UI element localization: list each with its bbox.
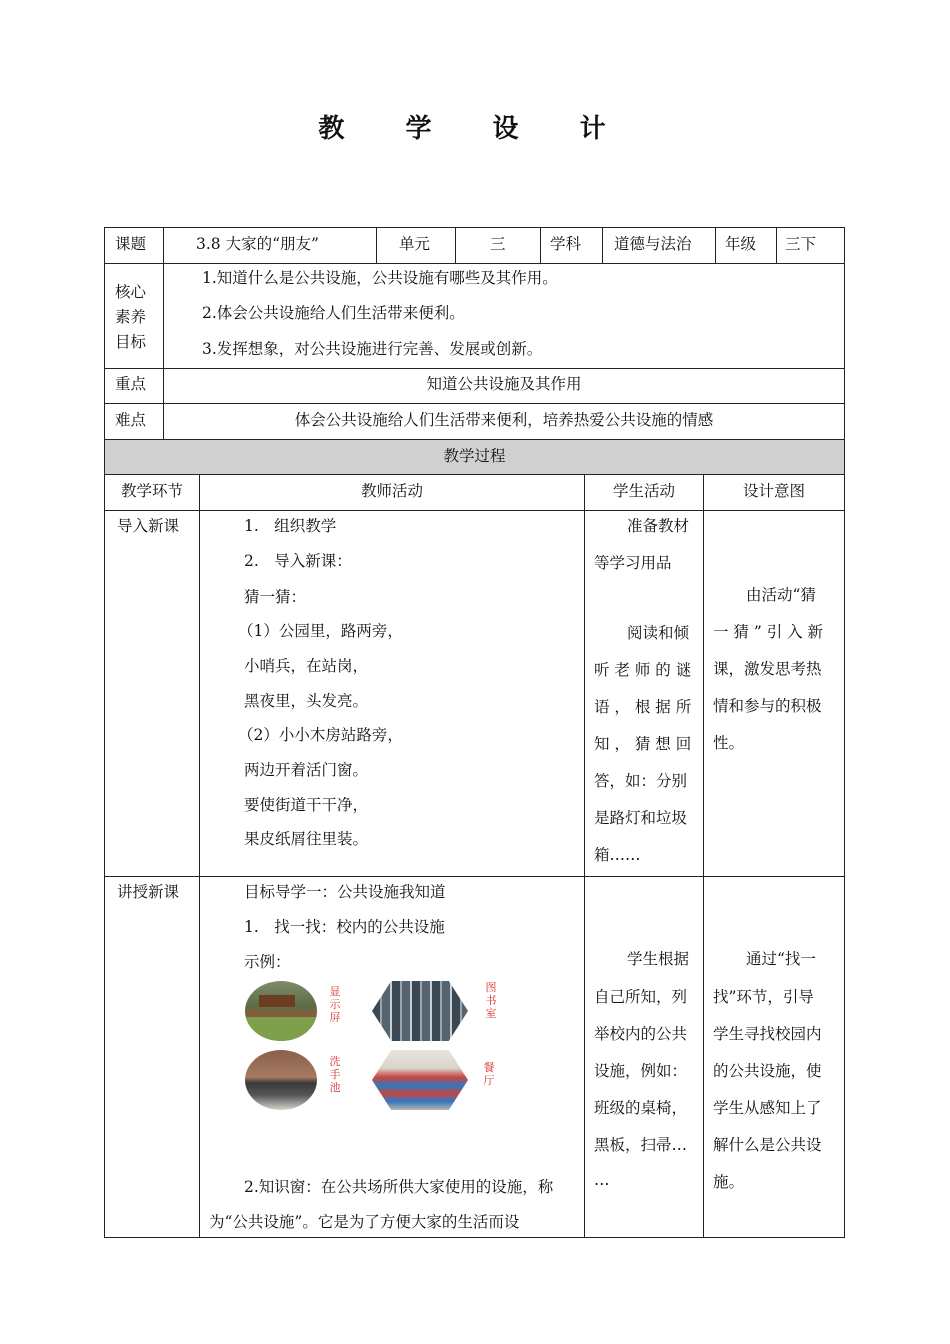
goal-item-1: 1.知道什么是公共设施，公共设施有哪些及其作用。: [202, 269, 558, 287]
row1-teacher-cell: [199, 510, 585, 877]
difficulty-label-cell: [104, 403, 164, 440]
row2-student-line: 黑板，扫帚…: [594, 1136, 688, 1154]
col-header-intent: [703, 474, 845, 511]
photo-library: [372, 981, 468, 1041]
unit-value-cell: [455, 227, 541, 264]
row1-intent-line: 情和参与的积极: [713, 697, 822, 715]
grade-value: 三下: [785, 235, 817, 253]
row1-teacher-line: 1. 组织教学: [244, 517, 337, 535]
row2-intent-cell: [703, 876, 845, 1238]
key-point-value-cell: [163, 368, 845, 404]
row2-teacher-cell: [199, 876, 585, 1238]
topic-value-cell: [163, 227, 377, 264]
goals-label-3: 目标: [115, 333, 147, 351]
col-header-stage-text: 教学环节: [120, 482, 183, 500]
page-title: 教 学 设 计: [318, 114, 632, 144]
unit-label-cell: [376, 227, 456, 264]
row1-teacher-line: 小哨兵，在站岗，: [244, 657, 369, 675]
unit-label: 单元: [399, 235, 431, 253]
row1-student-line: 语 ， 根 据 所: [594, 698, 692, 716]
row2-teacher-line: 目标导学一：公共设施我知道: [244, 883, 446, 901]
row2-teacher-line: 2.知识窗：在公共场所供大家使用的设施，称: [244, 1178, 554, 1196]
grade-value-cell: [776, 227, 845, 264]
row1-teacher-line: 2. 导入新课：: [244, 552, 352, 570]
row1-student-line: 知 ， 猜 想 回: [594, 735, 692, 753]
col-header-teacher-text: 教师活动: [360, 482, 423, 500]
row1-student-line: 是路灯和垃圾: [594, 809, 688, 827]
row2-stage: 讲授新课: [117, 883, 180, 901]
goals-content-cell: [163, 263, 845, 369]
topic-label-cell: [104, 227, 164, 264]
lesson-table: [104, 227, 845, 1238]
goal-item-2: 2.体会公共设施给人们生活带来便利。: [202, 304, 465, 322]
col-header-stage: [104, 474, 200, 511]
goals-label-2: 素养: [115, 308, 147, 326]
row2-student-line: 班级的桌椅，: [594, 1099, 688, 1117]
row2-intent-line: 的公共设施，使: [713, 1062, 822, 1080]
difficulty-label: 难点: [115, 411, 147, 429]
col-header-intent-text: 设计意图: [742, 482, 805, 500]
photo-label-library: 图书室: [485, 981, 497, 1020]
row2-teacher-line: 示例：: [244, 953, 291, 971]
row2-student-line: 自己所知，列: [594, 988, 688, 1006]
key-point-label-cell: [104, 368, 164, 404]
difficulty-value-cell: [163, 403, 845, 440]
row1-student-cell: [584, 510, 704, 877]
row1-teacher-line: 果皮纸屑往里装。: [244, 830, 369, 848]
subject-value: 道德与法治: [614, 235, 692, 253]
photo-washbasin: [245, 1050, 317, 1110]
row2-intent-line: 通过“找一: [746, 950, 816, 968]
row1-intent-line: 性。: [713, 734, 745, 752]
row1-stage-cell: [104, 510, 200, 877]
row2-student-line: 举校内的公共: [594, 1025, 688, 1043]
col-header-teacher: [199, 474, 585, 511]
col-header-student-text: 学生活动: [612, 482, 675, 500]
row2-intent-line: 施。: [713, 1173, 745, 1191]
row2-teacher-line: 为“公共设施”。它是为了方便大家的生活而设: [209, 1213, 520, 1231]
subject-label: 学科: [550, 235, 582, 253]
photo-display-screen: [245, 981, 317, 1041]
row2-student-line: 学生根据: [627, 950, 690, 968]
goals-label-cell: [104, 263, 164, 369]
row1-intent-line: 一 猜 ” 引 入 新: [713, 623, 824, 641]
row1-student-line: 准备教材: [627, 517, 690, 535]
row1-teacher-line: 要使街道干干净，: [244, 796, 369, 814]
row1-teacher-line: （1）公园里，路两旁，: [238, 622, 403, 640]
row2-teacher-line: 1. 找一找：校内的公共设施: [244, 918, 445, 936]
key-point-label: 重点: [115, 375, 147, 393]
row2-stage-cell: [104, 876, 200, 1238]
photo-label-display-screen: 显示屏: [329, 985, 341, 1024]
goals-label-1: 核心: [115, 283, 147, 301]
row2-intent-line: 找”环节，引导: [713, 988, 814, 1006]
col-header-student: [584, 474, 704, 511]
row2-student-line: 设施，例如：: [594, 1062, 688, 1080]
topic-label: 课题: [115, 235, 147, 253]
subject-value-cell: [602, 227, 716, 264]
row1-intent-line: 由活动“猜: [746, 586, 816, 604]
row2-intent-line: 解什么是公共设: [713, 1136, 822, 1154]
row1-student-line: 等学习用品: [594, 554, 672, 572]
goal-item-3: 3.发挥想象，对公共设施进行完善、发展或创新。: [202, 340, 543, 358]
row1-stage: 导入新课: [117, 517, 180, 535]
topic-value: 3.8 大家的“朋友”: [196, 235, 319, 253]
grade-label-cell: [715, 227, 777, 264]
row2-student-line: …: [594, 1171, 610, 1189]
key-point-value: 知道公共设施及其作用: [426, 375, 582, 393]
photo-label-washbasin: 洗手池: [329, 1055, 341, 1094]
row1-teacher-line: （2）小小木房站路旁，: [238, 726, 403, 744]
row2-intent-line: 学生寻找校园内: [713, 1025, 822, 1043]
photo-canteen: [372, 1050, 468, 1110]
row1-student-line: 阅读和倾: [627, 624, 690, 642]
row1-student-line: 听 老 师 的 谜: [594, 661, 692, 679]
row1-intent-cell: [703, 510, 845, 877]
difficulty-value: 体会公共设施给人们生活带来便利，培养热爱公共设施的情感: [294, 411, 714, 429]
row1-teacher-line: 两边开着活门窗。: [244, 761, 369, 779]
photo-label-canteen: 餐厅: [483, 1061, 495, 1087]
subject-label-cell: [540, 227, 603, 264]
process-heading-cell: [104, 439, 845, 475]
row2-intent-line: 学生从感知上了: [713, 1099, 822, 1117]
grade-label: 年级: [725, 235, 757, 253]
row1-teacher-line: 猜一猜：: [244, 588, 307, 606]
row1-intent-line: 课，激发思考热: [713, 660, 822, 678]
unit-value: 三: [490, 235, 506, 253]
row2-student-cell: [584, 876, 704, 1238]
row1-teacher-line: 黑夜里，头发亮。: [244, 692, 369, 710]
row1-student-line: 答，如：分别: [594, 772, 688, 790]
process-heading: 教学过程: [443, 447, 506, 465]
row1-student-line: 箱……: [594, 846, 641, 864]
